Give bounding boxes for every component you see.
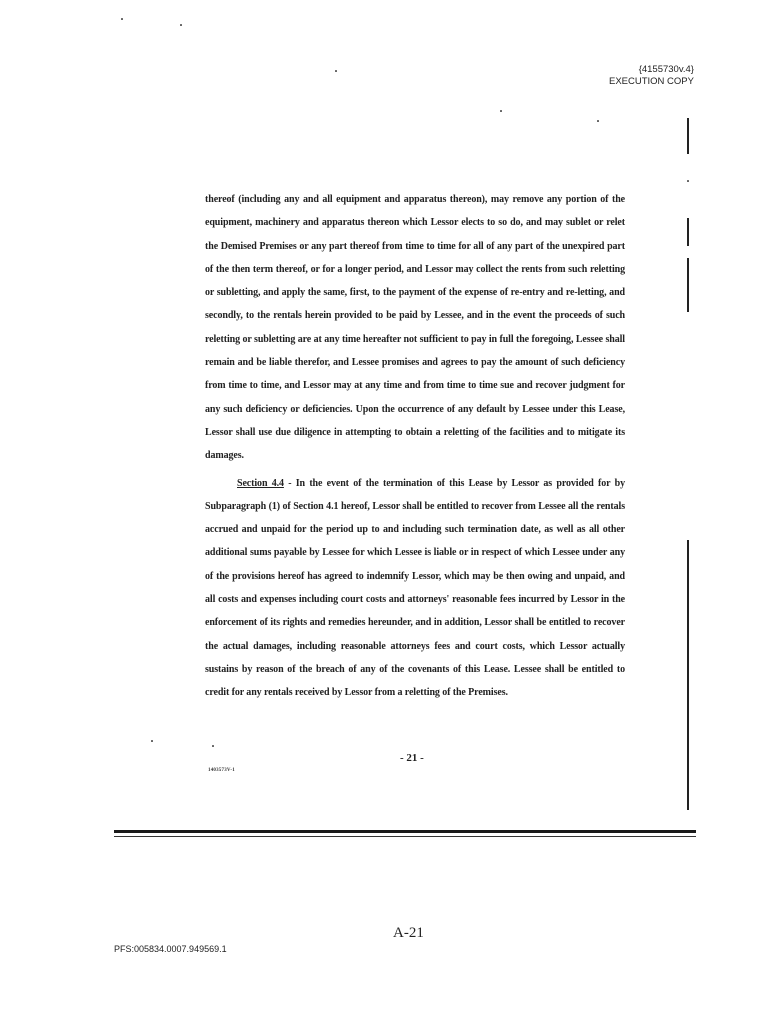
footer-document-id: PFS:005834.0007.949569.1 (114, 944, 227, 954)
scan-speck (180, 24, 182, 26)
document-header (609, 64, 694, 88)
section-reference: Section 4.4 (237, 477, 284, 489)
doc-code: 1403573V-1 (208, 768, 235, 773)
revision-bar (687, 218, 689, 246)
exhibit-page-number: A-21 (393, 925, 424, 941)
section-4-4-text: - In the event of the termination of this Lease by Lessor as provided for by Subparagraph (1) of Section 4.1 hereof, Lessor shall be entitled to recover from Lessee all the rentals accrued and unpaid for the period up to and including such termination date, as well as all other additional sums payable by Lessee for which Lessee is liable or in respect of which Lessee under any of the provisions hereof has agreed to indemnify Lessor, which may be then owing and unpaid, and all costs and expenses including court costs and attorneys' reasonable fees incurred by Lessor in the enforcement of its rights and remedies hereunder, and in addition, Lessor shall be entitled to recover the actual damages, including reasonable attorneys fees and court costs, which Lessor actually sustains by reason of the breach of any of the covenants of this Lease. Lessee shall be entitled to credit for any rentals received by Lessor from a reletting of the Premises. (205, 477, 625, 699)
page-divider-thin (114, 836, 696, 837)
scan-speck (500, 110, 502, 112)
revision-bar (687, 258, 689, 312)
page-divider (114, 830, 696, 833)
page-number: - 21 - (400, 752, 424, 764)
scan-speck (212, 745, 214, 747)
scan-speck (151, 740, 153, 742)
scan-speck (597, 120, 599, 122)
revision-bar (687, 540, 689, 810)
revision-bar (687, 118, 689, 154)
scan-speck (687, 180, 689, 182)
paragraph-section-4-4 (205, 472, 625, 705)
copy-label: EXECUTION COPY (609, 76, 694, 87)
lease-body (205, 188, 625, 705)
doc-version: {4155730v.4} (638, 64, 694, 75)
paragraph-continuation: thereof (including any and all equipment and apparatus thereon), may remove any portion of the equipment, machinery and apparatus thereon which Lessor elects to so do, and may sublet or relet the Demised Premises or any part thereof from time to time for all of any part of the unexpired part of the then term thereof, or for a longer period, and Lessor may collect the rents from such reletting or subletting, and apply the same, first, to the payment of the expense of re-entry and re-letting, and secondly, to the rentals herein provided to be paid by Lessee, and in the event the proceeds of such reletting or subletting are at any time hereafter not sufficient to pay in full the foregoing, Lessee shall remain and be liable therefor, and Lessee promises and agrees to pay the amount of such deficiency from time to time, and Lessor may at any time and from time to time sue and recover judgment for any such deficiency or deficiencies. Upon the occurrence of any default by Lessee under this Lease, Lessor shall use due diligence in attempting to obtain a reletting of the facilities and to mitigate its damages. (205, 194, 625, 462)
scan-speck (335, 70, 337, 72)
scan-speck (121, 18, 123, 20)
